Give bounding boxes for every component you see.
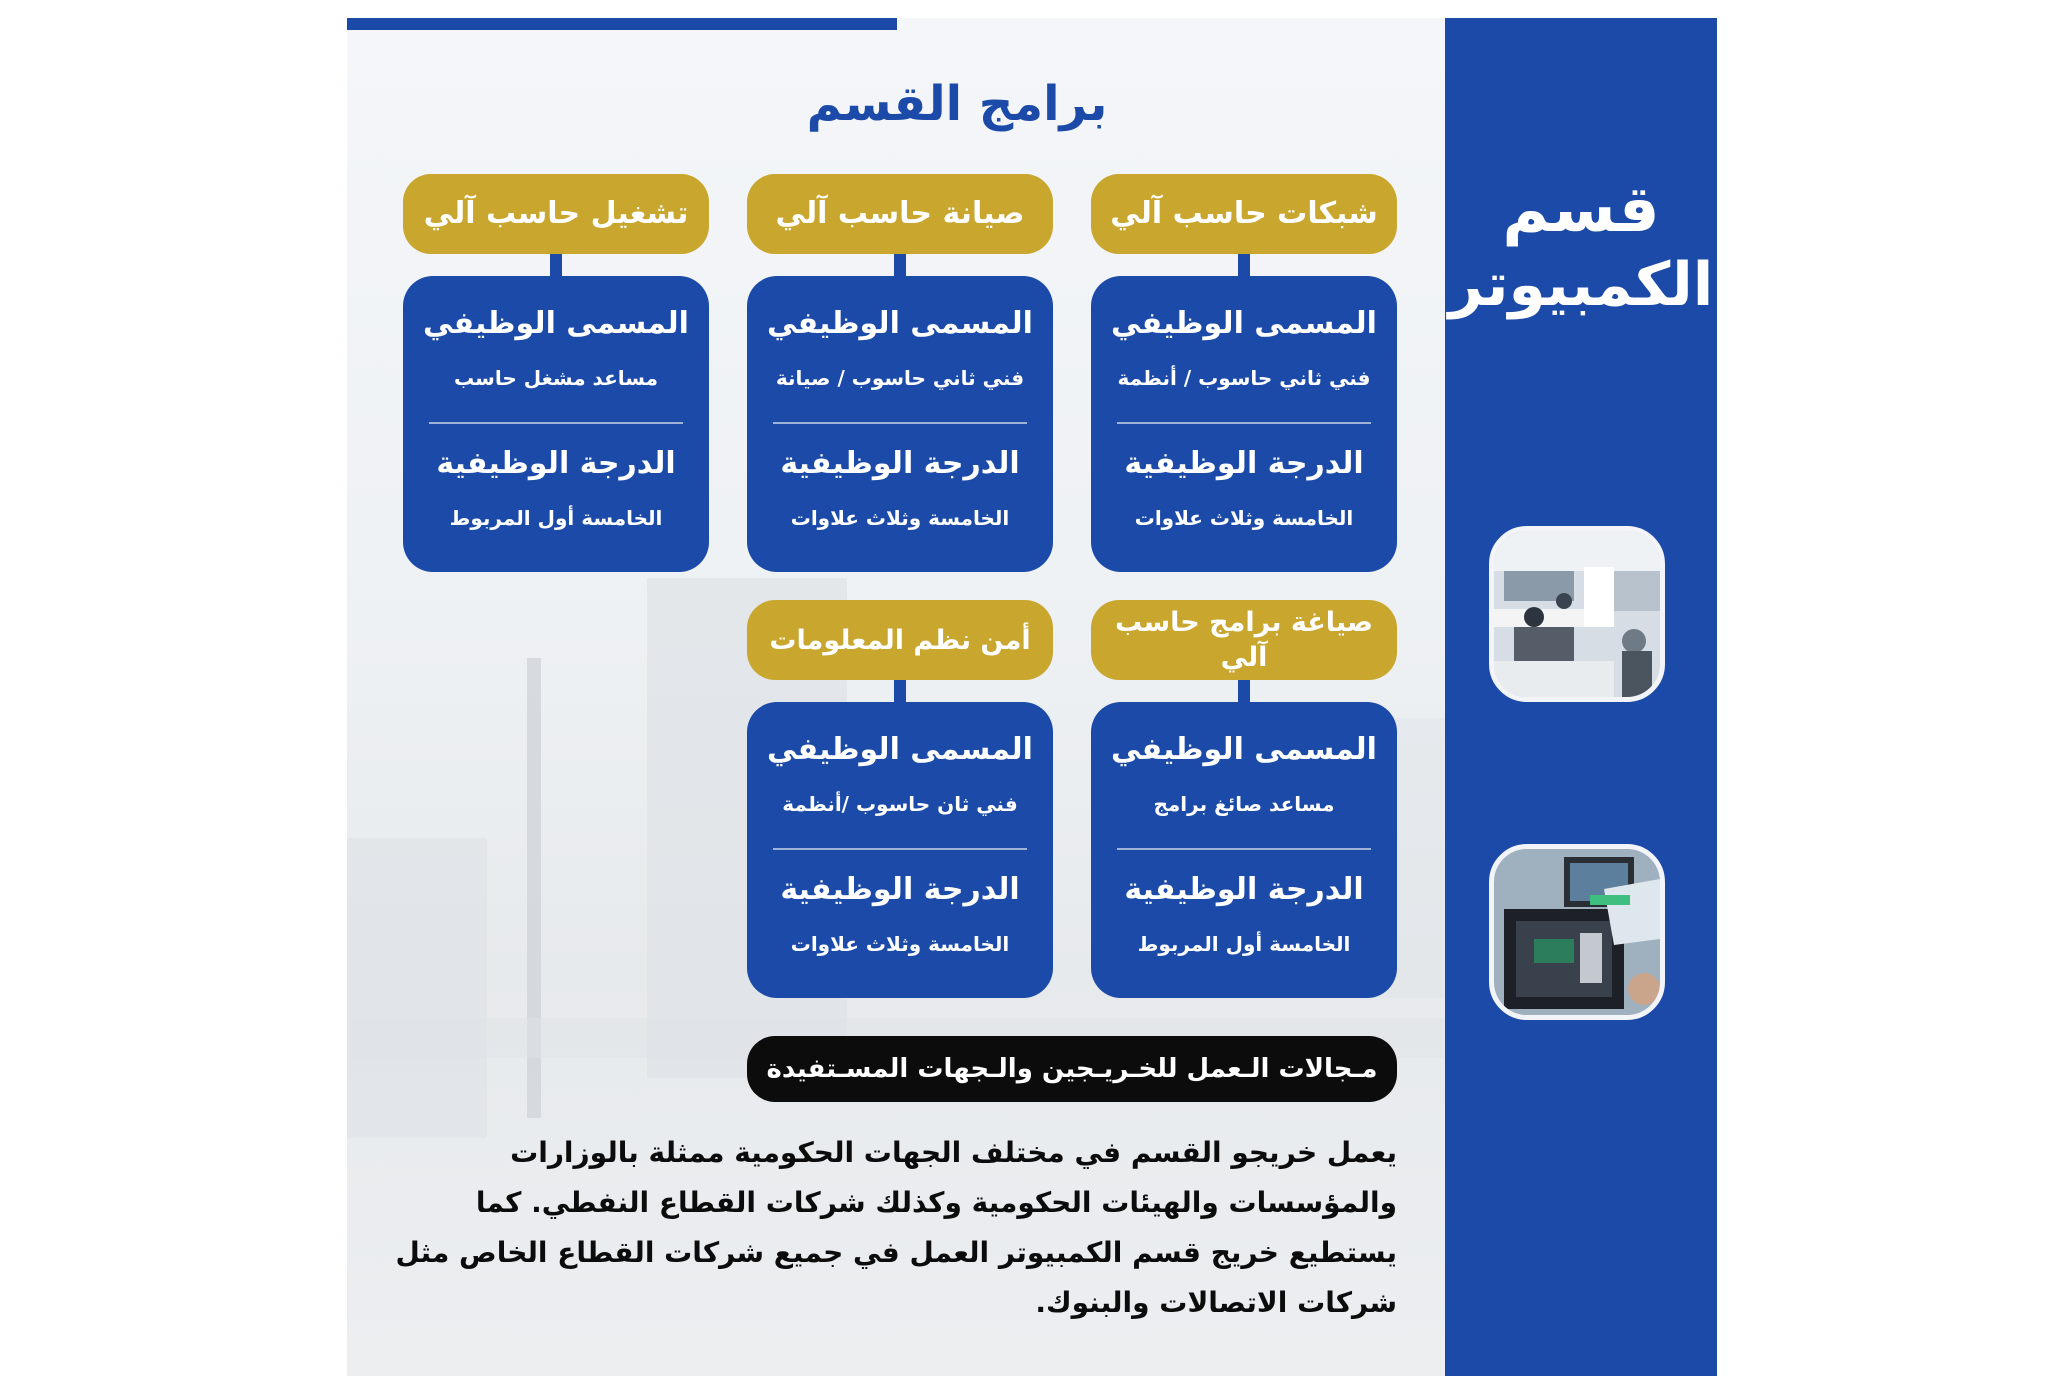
department-title-line2: الكمبيوتر: [1448, 250, 1714, 320]
job-grade-label: الدرجة الوظيفية: [780, 446, 1020, 481]
page-title: برامج القسم: [806, 76, 1108, 132]
department-title-line1: قسم: [1502, 173, 1660, 247]
job-title-value: فني ثاني حاسوب / أنظمة: [1117, 366, 1371, 390]
job-grade-value: الخامسة وثلاث علاوات: [1134, 506, 1354, 530]
graduates-paragraph: يعمل خريجو القسم في مختلف الجهات الحكومية ممثلة بالوزارات والمؤسسات والهيئات الحكومية وكذلك شركات القطاع النفطي. كما يستطيع خريج قسم الكمبيوتر العمل في جميع شركات القطاع الخاص مثل شركات الاتصالات والبنوك.: [395, 1136, 1397, 1319]
department-title: [1445, 173, 1717, 323]
lab-photo-hardware: [1489, 844, 1665, 1020]
divider: [1117, 848, 1371, 850]
program-name-pill: تشغيل حاسب آلي: [403, 174, 709, 254]
job-title-label: المسمى الوظيفي: [767, 732, 1033, 767]
connector: [894, 680, 906, 704]
job-title-value: فني ثان حاسوب /أنظمة: [782, 792, 1018, 816]
job-title-label: المسمى الوظيفي: [1111, 306, 1377, 341]
job-grade-value: الخامسة وثلاث علاوات: [790, 932, 1010, 956]
job-grade-label: الدرجة الوظيفية: [1124, 446, 1364, 481]
divider: [1117, 422, 1371, 424]
job-title-label: المسمى الوظيفي: [423, 306, 689, 341]
program-card: [1091, 702, 1397, 998]
job-grade-label: الدرجة الوظيفية: [436, 446, 676, 481]
poster: [347, 18, 1717, 1376]
divider: [773, 848, 1027, 850]
fields-heading-bar: مـجالات الـعمل للخـريـجين والـجهات المسـتفيدة: [747, 1036, 1397, 1102]
connector: [894, 254, 906, 278]
job-grade-value: الخامسة وثلاث علاوات: [790, 506, 1010, 530]
job-title-value: مساعد مشغل حاسب: [453, 366, 659, 390]
background-building: [347, 838, 487, 1138]
program-name-pill: أمن نظم المعلومات: [747, 600, 1053, 680]
job-title-label: المسمى الوظيفي: [1111, 732, 1377, 767]
connector: [1238, 254, 1250, 278]
connector: [550, 254, 562, 278]
job-title-value: مساعد صائغ برامج: [1153, 792, 1335, 816]
lab-photo-classroom: [1489, 526, 1665, 702]
hardware-illustration: [1494, 849, 1660, 1015]
program-card: [1091, 276, 1397, 572]
divider: [429, 422, 683, 424]
top-accent-line: [347, 18, 897, 30]
side-panel: [1445, 18, 1717, 1376]
job-grade-value: الخامسة أول المربوط: [449, 506, 663, 530]
job-title-value: فني ثاني حاسوب / صيانة: [775, 366, 1025, 390]
divider: [773, 422, 1027, 424]
program-name-pill: صياغة برامج حاسب آلي: [1091, 600, 1397, 680]
program-name-pill: شبكات حاسب آلي: [1091, 174, 1397, 254]
job-grade-label: الدرجة الوظيفية: [1124, 872, 1364, 907]
job-title-label: المسمى الوظيفي: [767, 306, 1033, 341]
program-card: [403, 276, 709, 572]
job-grade-label: الدرجة الوظيفية: [780, 872, 1020, 907]
connector: [1238, 680, 1250, 704]
program-card: [747, 702, 1053, 998]
job-grade-value: الخامسة أول المربوط: [1137, 932, 1351, 956]
program-name-pill: صيانة حاسب آلي: [747, 174, 1053, 254]
program-card: [747, 276, 1053, 572]
classroom-illustration: [1494, 531, 1660, 697]
